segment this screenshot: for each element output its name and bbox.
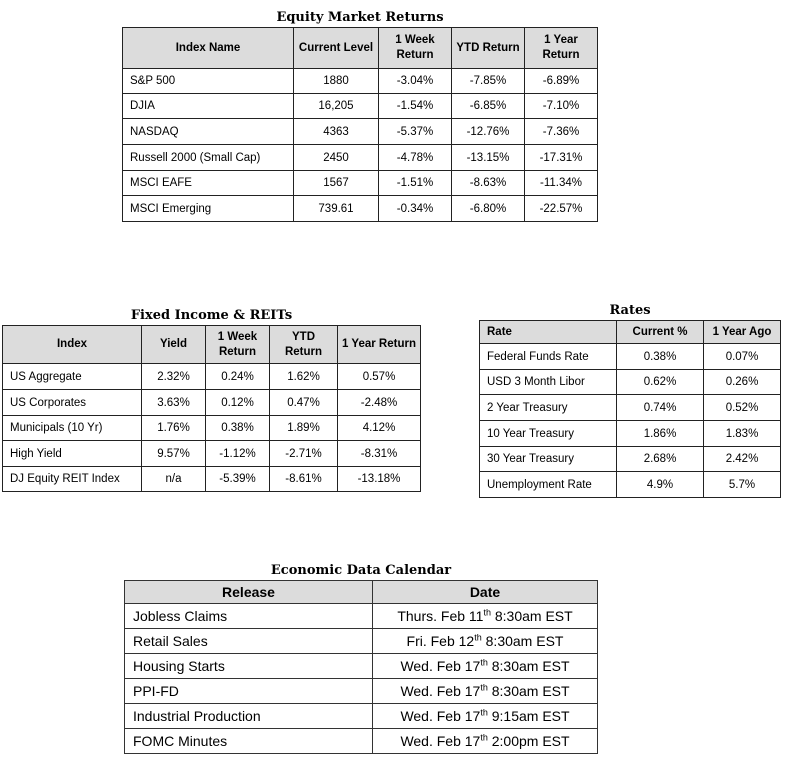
date-text: Fri. Feb 12 — [406, 633, 475, 649]
yield-cell: n/a — [142, 467, 206, 492]
date-suffix: th — [480, 707, 488, 718]
equity-title: Equity Market Returns — [276, 10, 444, 25]
release-cell: Retail Sales — [125, 629, 373, 654]
rate-name-cell: 30 Year Treasury — [480, 447, 617, 472]
econ-calendar-title: Economic Data Calendar — [270, 563, 452, 578]
year-return-cell: -7.10% — [525, 94, 598, 119]
table-row — [123, 119, 598, 145]
release-cell: PPI-FD — [125, 679, 373, 704]
ytd-return-cell: -2.71% — [270, 441, 338, 467]
year-ago-cell: 5.7% — [704, 472, 781, 498]
table-row — [3, 416, 421, 441]
rate-name-cell: Federal Funds Rate — [480, 344, 617, 370]
rate-name-cell: 10 Year Treasury — [480, 421, 617, 447]
week-return-cell: 0.12% — [206, 390, 270, 416]
time-text: 8:30am EST — [487, 683, 570, 699]
col-header-current-level: Current Level — [294, 28, 379, 69]
time-text: 8:30am EST — [487, 658, 570, 674]
col-header-1-year-ago: 1 Year Ago — [704, 321, 781, 344]
release-cell: FOMC Minutes — [125, 729, 373, 754]
table-row — [480, 472, 781, 498]
index-name-cell: DJIA — [123, 94, 294, 119]
table-row — [480, 421, 781, 447]
current-cell: 0.74% — [617, 395, 704, 421]
rates-table — [479, 320, 781, 498]
year-ago-cell: 0.52% — [704, 395, 781, 421]
time-text: 8:30am EST — [481, 633, 564, 649]
col-header-yield: Yield — [142, 326, 206, 364]
date-cell — [373, 629, 598, 654]
year-return-cell: -2.48% — [338, 390, 421, 416]
ytd-return-cell: -8.63% — [452, 171, 525, 196]
date-text: Wed. Feb 17 — [400, 708, 481, 724]
time-text: 9:15am EST — [487, 708, 570, 724]
col-header-1-week-return: 1 Week Return — [379, 28, 452, 69]
col-header-ytd-return: YTD Return — [452, 28, 525, 69]
date-suffix: th — [480, 732, 488, 743]
table-row — [123, 69, 598, 94]
yield-cell: 2.32% — [142, 364, 206, 390]
year-return-cell: 0.57% — [338, 364, 421, 390]
week-return-cell: -5.37% — [379, 119, 452, 145]
table-row — [123, 94, 598, 119]
index-cell: DJ Equity REIT Index — [3, 467, 142, 492]
index-name-cell: NASDAQ — [123, 119, 294, 145]
year-ago-cell: 0.07% — [704, 344, 781, 370]
table-row — [125, 679, 598, 704]
current-cell: 4.9% — [617, 472, 704, 498]
rate-name-cell: 2 Year Treasury — [480, 395, 617, 421]
week-return-cell: -5.39% — [206, 467, 270, 492]
ytd-return-cell: -13.15% — [452, 145, 525, 171]
table-row — [123, 171, 598, 196]
col-header-rate: Rate — [480, 321, 617, 344]
rate-name-cell: Unemployment Rate — [480, 472, 617, 498]
date-cell — [373, 729, 598, 754]
ytd-return-cell: -6.85% — [452, 94, 525, 119]
year-return-cell: -13.18% — [338, 467, 421, 492]
table-row — [123, 196, 598, 222]
col-header-1-year-return: 1 Year Return — [338, 326, 421, 364]
ytd-return-cell: -12.76% — [452, 119, 525, 145]
col-header-current-percent: Current % — [617, 321, 704, 344]
table-row — [125, 729, 598, 754]
date-suffix: th — [474, 632, 482, 643]
econ-calendar-table — [124, 580, 598, 754]
ytd-return-cell: 1.89% — [270, 416, 338, 441]
fixed-income-title: Fixed Income & REITs — [130, 308, 293, 323]
index-cell: High Yield — [3, 441, 142, 467]
date-text: Wed. Feb 17 — [400, 683, 481, 699]
year-return-cell: -22.57% — [525, 196, 598, 222]
year-return-cell: 4.12% — [338, 416, 421, 441]
table-row — [3, 390, 421, 416]
table-row — [3, 364, 421, 390]
index-name-cell: S&P 500 — [123, 69, 294, 94]
date-text: Wed. Feb 17 — [400, 733, 481, 749]
table-row — [3, 467, 421, 492]
week-return-cell: -4.78% — [379, 145, 452, 171]
table-row — [125, 604, 598, 629]
col-header-index-name: Index Name — [123, 28, 294, 69]
date-cell — [373, 704, 598, 729]
table-row — [3, 441, 421, 467]
year-return-cell: -6.89% — [525, 69, 598, 94]
year-ago-cell: 1.83% — [704, 421, 781, 447]
table-row — [480, 447, 781, 472]
index-name-cell: MSCI Emerging — [123, 196, 294, 222]
index-cell: US Corporates — [3, 390, 142, 416]
week-return-cell: -1.12% — [206, 441, 270, 467]
year-ago-cell: 2.42% — [704, 447, 781, 472]
yield-cell: 1.76% — [142, 416, 206, 441]
table-row — [123, 145, 598, 171]
table-row — [125, 704, 598, 729]
week-return-cell: -3.04% — [379, 69, 452, 94]
ytd-return-cell: -6.80% — [452, 196, 525, 222]
current-cell: 0.62% — [617, 370, 704, 395]
table-row — [125, 654, 598, 679]
rates-section — [479, 303, 781, 498]
ytd-return-cell: 0.47% — [270, 390, 338, 416]
level-cell: 1567 — [294, 171, 379, 196]
col-header-1-year-return: 1 Year Return — [525, 28, 598, 69]
date-suffix: th — [483, 607, 491, 618]
release-cell: Industrial Production — [125, 704, 373, 729]
date-text: Thurs. Feb 11 — [397, 608, 484, 624]
col-header-ytd-return: YTD Return — [270, 326, 338, 364]
col-header-1-week-return: 1 Week Return — [206, 326, 270, 364]
rate-name-cell: USD 3 Month Libor — [480, 370, 617, 395]
col-header-index: Index — [3, 326, 142, 364]
current-cell: 1.86% — [617, 421, 704, 447]
level-cell: 2450 — [294, 145, 379, 171]
fixed-income-table — [2, 325, 421, 492]
yield-cell: 3.63% — [142, 390, 206, 416]
index-name-cell: Russell 2000 (Small Cap) — [123, 145, 294, 171]
table-row — [480, 370, 781, 395]
ytd-return-cell: -7.85% — [452, 69, 525, 94]
level-cell: 4363 — [294, 119, 379, 145]
year-return-cell: -17.31% — [525, 145, 598, 171]
level-cell: 739.61 — [294, 196, 379, 222]
release-cell: Jobless Claims — [125, 604, 373, 629]
equity-section — [122, 10, 598, 222]
week-return-cell: 0.24% — [206, 364, 270, 390]
current-cell: 2.68% — [617, 447, 704, 472]
week-return-cell: -1.51% — [379, 171, 452, 196]
table-row — [125, 629, 598, 654]
week-return-cell: -1.54% — [379, 94, 452, 119]
time-text: 8:30am EST — [490, 608, 573, 624]
current-cell: 0.38% — [617, 344, 704, 370]
date-text: Wed. Feb 17 — [400, 658, 481, 674]
release-cell: Housing Starts — [125, 654, 373, 679]
index-cell: Municipals (10 Yr) — [3, 416, 142, 441]
level-cell: 1880 — [294, 69, 379, 94]
date-cell — [373, 654, 598, 679]
ytd-return-cell: 1.62% — [270, 364, 338, 390]
year-return-cell: -7.36% — [525, 119, 598, 145]
index-cell: US Aggregate — [3, 364, 142, 390]
year-return-cell: -11.34% — [525, 171, 598, 196]
time-text: 2:00pm EST — [487, 733, 570, 749]
date-suffix: th — [480, 682, 488, 693]
ytd-return-cell: -8.61% — [270, 467, 338, 492]
date-cell — [373, 679, 598, 704]
yield-cell: 9.57% — [142, 441, 206, 467]
year-return-cell: -8.31% — [338, 441, 421, 467]
level-cell: 16,205 — [294, 94, 379, 119]
col-header-date: Date — [373, 581, 598, 604]
index-name-cell: MSCI EAFE — [123, 171, 294, 196]
rates-title: Rates — [609, 303, 651, 318]
fixed-income-section — [2, 308, 421, 492]
econ-calendar-section — [124, 563, 598, 754]
table-row — [480, 395, 781, 421]
year-ago-cell: 0.26% — [704, 370, 781, 395]
table-row — [480, 344, 781, 370]
col-header-release: Release — [125, 581, 373, 604]
week-return-cell: 0.38% — [206, 416, 270, 441]
date-suffix: th — [480, 657, 488, 668]
equity-table — [122, 27, 598, 222]
date-cell — [373, 604, 598, 629]
week-return-cell: -0.34% — [379, 196, 452, 222]
